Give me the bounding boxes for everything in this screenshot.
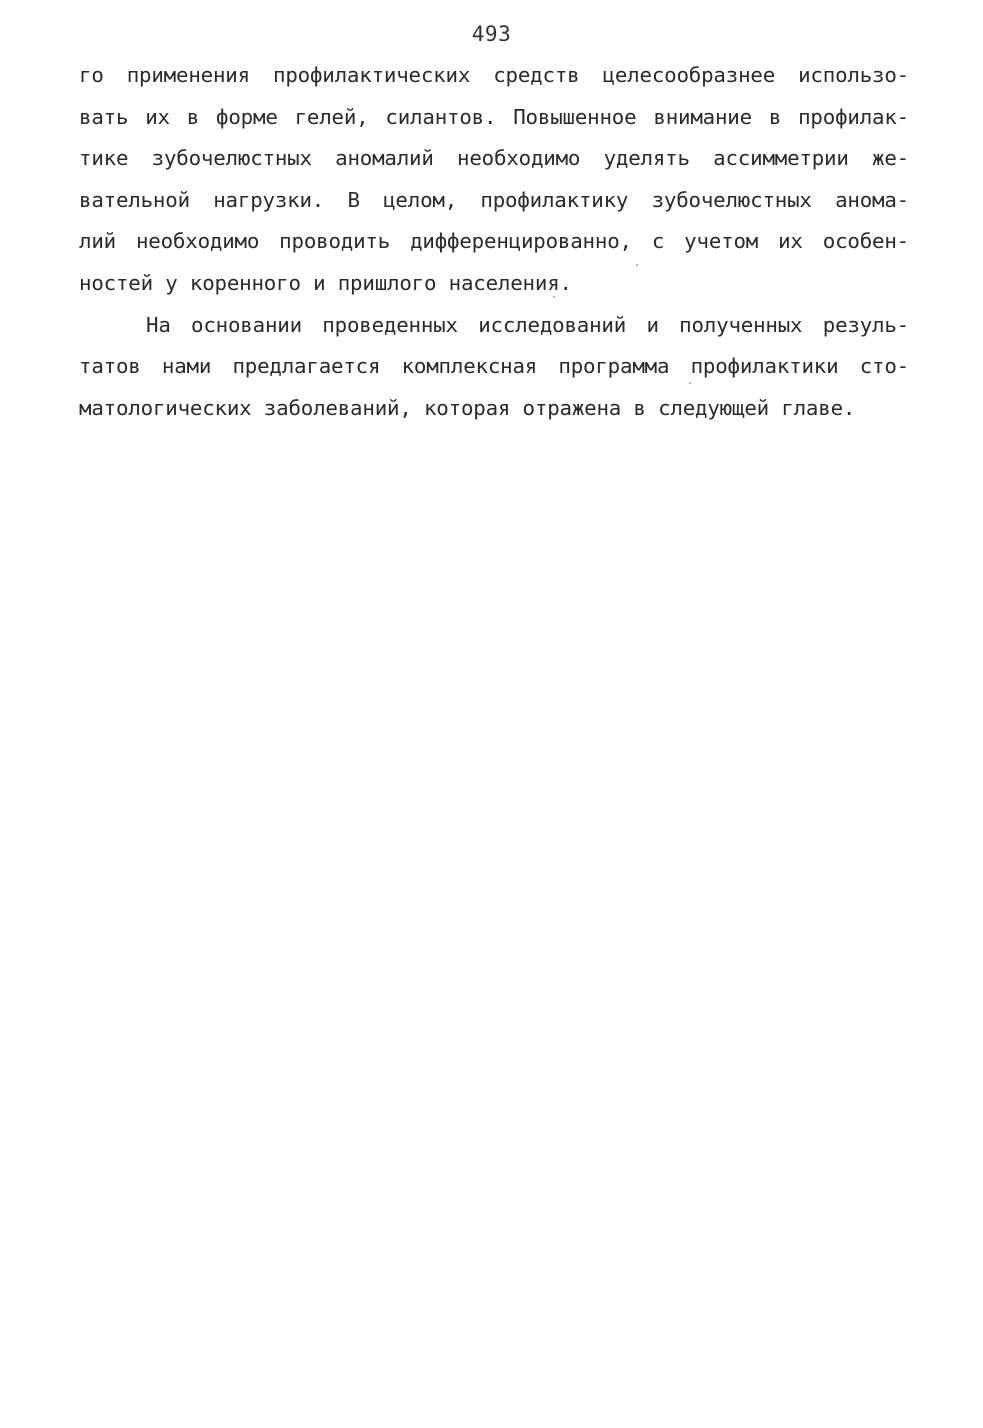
text-line: тике зубочелюстных аномалий необходимо уделять ассимметрии же- [79,146,909,171]
text-line: матологических заболеваний, которая отражена в следующей главе. [79,395,856,420]
text-line: лий необходимо проводить дифференцированно, с учетом их особен- [79,229,909,254]
scan-speck [689,382,691,384]
scan-speck [553,296,555,298]
page-number: 493 [471,22,512,46]
text-line: вательной нагрузки. В целом, профилактику зубочелюстных анома- [79,187,909,212]
scan-speck [636,264,638,266]
body-text [79,55,909,429]
text-line: татов нами предлагается комплексная программа профилактики сто- [79,354,909,379]
text-line: На основании проведенных исследований и полученных резуль- [146,312,909,337]
paragraph-2 [79,305,909,430]
text-line: го применения профилактических средств целесообразнее использо- [79,63,909,87]
text-line: вать их в форме гелей, силантов. Повышенное внимание в профилак- [79,104,909,129]
text-line: ностей у коренного и пришлого населения. [79,270,572,295]
paragraph-1 [79,55,909,305]
